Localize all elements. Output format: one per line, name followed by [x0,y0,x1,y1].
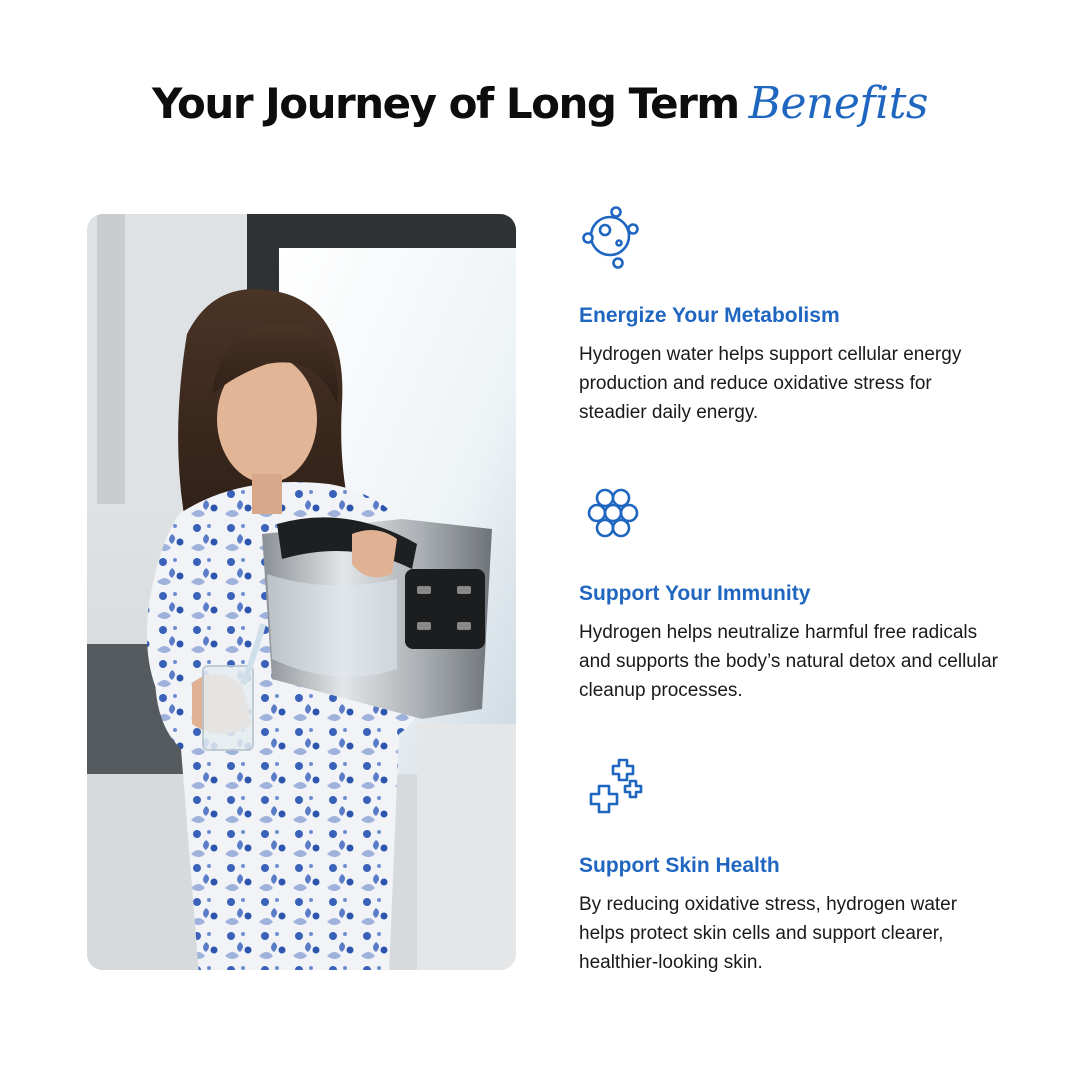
molecule-icon [575,200,647,272]
headline-main-text: Your Journey of Long Term [152,79,739,128]
lifestyle-photo [87,214,516,970]
benefit-item-immunity [579,478,1019,705]
benefit-item-skin [579,752,1019,977]
benefit-item-metabolism [579,200,1019,427]
benefit-title: Support Skin Health [579,854,780,877]
benefit-title: Energize Your Metabolism [579,304,840,327]
page-headline [0,78,1080,129]
cell-cluster-icon [575,478,647,550]
benefit-description: Hydrogen helps neutralize harmful free radicals and supports the body’s natural detox and cellular cleanup processes. [579,622,998,701]
health-crosses-icon [575,752,647,824]
headline-accent-text: Benefits [748,78,928,129]
benefit-title: Support Your Immunity [579,582,811,605]
benefit-description: By reducing oxidative stress, hydrogen water helps protect skin cells and support clearer, healthier-looking skin. [579,894,958,973]
benefit-description: Hydrogen water helps support cellular energy production and reduce oxidative stress for steadier daily energy. [579,344,962,423]
